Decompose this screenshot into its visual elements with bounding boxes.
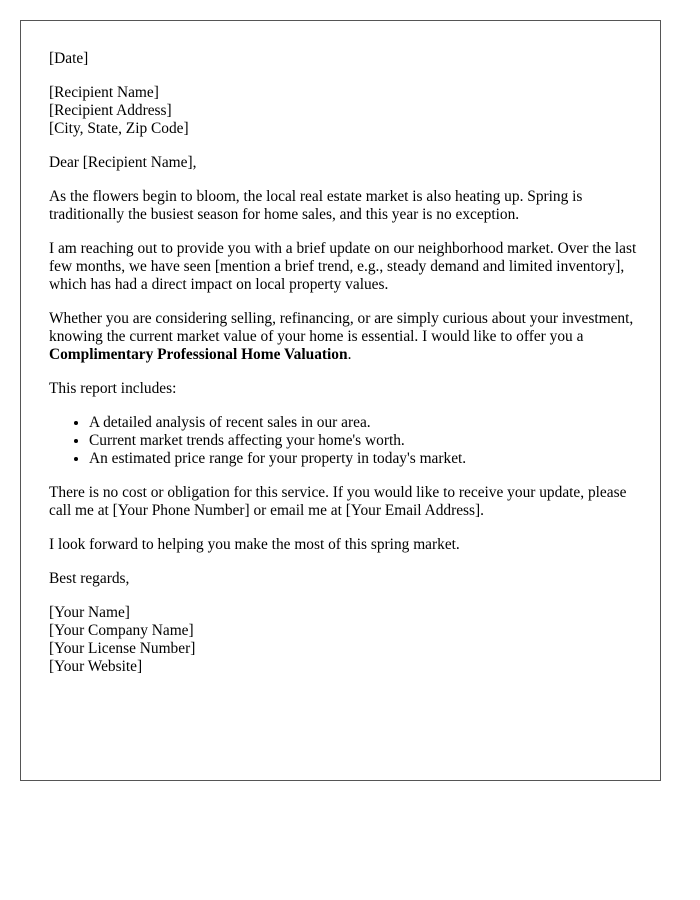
paragraph-contact: There is no cost or obligation for this service. If you would like to receive your update, please call me at [Your Phone Number] or email me at [Your Email Address].: [49, 484, 627, 519]
paragraph-valuation-offer: [49, 310, 639, 364]
letter-date: [Date]: [49, 50, 89, 67]
report-list: [49, 414, 639, 468]
recipient-name: [Recipient Name]: [49, 84, 159, 101]
report-intro: This report includes:: [49, 380, 177, 397]
list-item: • A detailed analysis of recent sales in our area.: [89, 414, 639, 432]
letter-page: [20, 20, 661, 781]
recipient-city-state-zip: [City, State, Zip Code]: [49, 120, 189, 137]
recipient-address: [Recipient Address]: [49, 102, 172, 119]
salutation: Dear [Recipient Name],: [49, 154, 197, 171]
valuation-offer-end: .: [347, 346, 352, 363]
signature-name: [Your Name]: [49, 604, 130, 621]
valuation-offer-bold: Complimentary Professional Home Valuation: [49, 346, 348, 363]
paragraph-market-update: I am reaching out to provide you with a brief update on our neighborhood market. Over the last few months, we have seen [mention a brief trend, e.g., steady demand and limited inventory], which has had a direct impact on local property values.: [49, 240, 637, 293]
paragraph-closing-note: I look forward to helping you make the most of this spring market.: [49, 536, 460, 553]
list-item: • Current market trends affecting your home's worth.: [89, 432, 639, 450]
signature-block: [49, 604, 639, 676]
signature-license: [Your License Number]: [49, 640, 196, 657]
letter-body: [49, 50, 639, 692]
signature-website: [Your Website]: [49, 658, 143, 675]
paragraph-intro: As the flowers begin to bloom, the local real estate market is also heating up. Spring is traditionally the busiest season for home sales, and this year is no exception.: [49, 188, 583, 223]
list-item: • An estimated price range for your property in today's market.: [89, 450, 639, 468]
signature-company: [Your Company Name]: [49, 622, 194, 639]
valuation-offer-text: Whether you are considering selling, refinancing, or are simply curious about your investment, knowing the current market value of your home is essential. I would like to offer you a: [49, 310, 634, 345]
closing: Best regards,: [49, 570, 130, 587]
recipient-block: [49, 84, 639, 138]
